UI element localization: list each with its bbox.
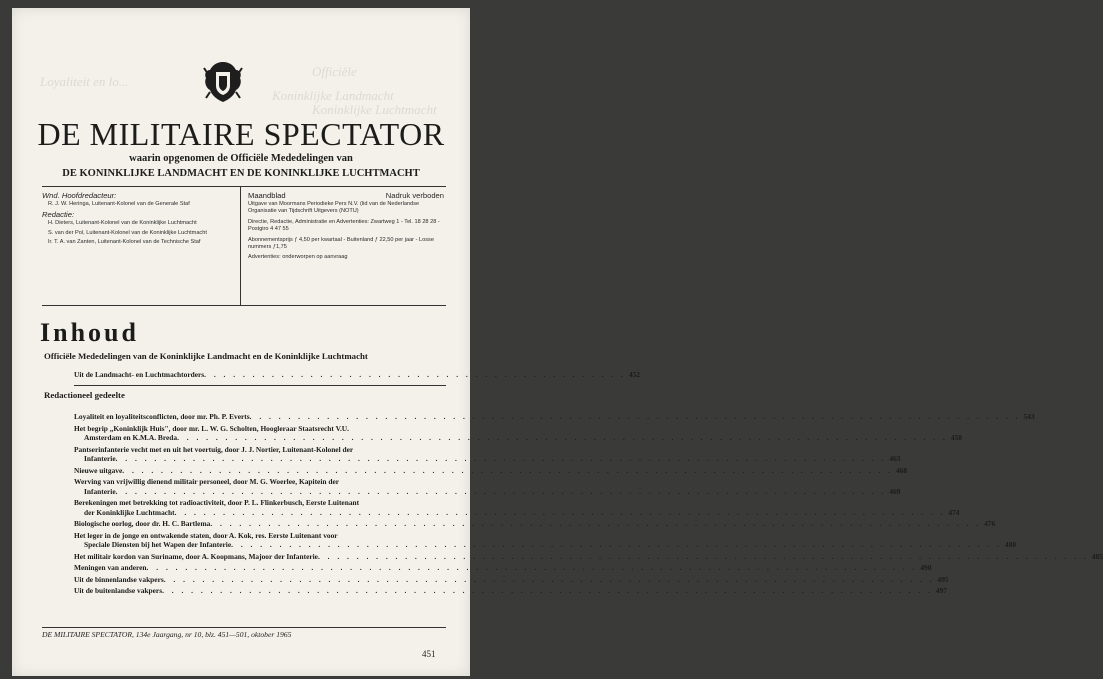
leader-dots: . . . . . . . . . . . . . . . . . . . . . . . . . . . . . . . . . . . . . . . . . . . . . . . . . . . . . . . . . . . . . . . . . . . . . . . . . . . . . . . .: [115, 454, 887, 463]
leader-dots: . . . . . . . . . . . . . . . . . . . . . . . . . . . . . . . . . . . . . . . . . . . . . . . . . . . . . . . . . . . . . . . . . . . . . . . . . . . . . . . .: [115, 486, 887, 496]
issue-citation: DE MILITAIRE SPECTATOR, 134e Jaargang, nr 10, blz. 451—501, oktober 1965: [42, 630, 292, 639]
toc-entry-title-continued: Speciale Diensten bij het Wapen der Infanterie: [84, 540, 232, 549]
toc-entry-title: Het militair kordon van Suriname, door A. Koopmans, Majoor der Infanterie: [74, 551, 318, 561]
toc-entry-title: Loyaliteit en loyaliteitsconflicten, door mr. Ph. P. Everts: [74, 412, 250, 421]
toc-entry-page: 476: [984, 519, 996, 528]
toc-entry-title: Nieuwe uitgave: [74, 465, 123, 475]
toc-entry-title-continued: der Koninklijke Luchtmacht: [84, 507, 175, 517]
colophon-divider: [240, 187, 241, 305]
colophon-publisher: [248, 191, 444, 265]
editorial-board-heading: Redactie:: [42, 210, 75, 220]
toc-entry-page: 497: [935, 586, 947, 595]
toc-entry-page: 463: [889, 454, 901, 463]
toc-entry[interactable]: [74, 530, 1017, 550]
publisher-info: Uitgave van Moormans Periodieke Pers N.V. (lid van de Nederlandse Organisatie van Tijdschrift Uitgevers (NOTU): [248, 201, 420, 215]
toc-entry-title: Uit de binnenlandse vakpers: [74, 574, 164, 584]
toc-entry[interactable]: [74, 370, 640, 380]
coat-of-arms-icon: [202, 58, 244, 104]
advertising-info: Advertenties: onderworpen op aanvraag: [248, 254, 348, 261]
leader-dots: . . . . . . . . . . . . . . . . . . . . . . . . . . . . . . . . . . . . . . . . . . . . . . . . . . . . . . . . . . . . . . . . . . . . . . . . . . . . . . . .: [231, 540, 1002, 549]
toc-section-official: [74, 370, 640, 380]
bleed-through-text-2: Koninklijke Landmacht: [272, 88, 394, 103]
toc-entry[interactable]: [74, 412, 1035, 422]
masthead-subtitle: waarin opgenomen de Officiële Mededelingen van: [129, 153, 353, 164]
frequency-label: Maandblad: [248, 191, 286, 200]
magazine-page: [12, 8, 1103, 676]
toc-entry-page: 485: [1091, 551, 1103, 561]
section-heading-official: Officiële Mededelingen van de Koninklijke Landmacht en de Koninklijke Luchtmacht: [44, 351, 368, 361]
bleed-through-text-3: Officiële: [312, 64, 357, 79]
toc-entry[interactable]: [74, 551, 1103, 562]
toc-entry-page: 468: [896, 465, 908, 475]
toc-entry-title: Meningen van anderen: [74, 563, 147, 572]
toc-entry-page: 495: [937, 574, 949, 584]
leader-dots: . . . . . . . . . . . . . . . . . . . . . . . . . . . . . . . . . . . . . . . . . . . . . . . . . . . . . . . . . . . . . . . . . . . . . . . . . . . . . . . .: [146, 563, 918, 572]
leader-dots: . . . . . . . . . . . . . . . . . . . . . . . . . . . . . . . . . . . . . . . . . . . . . . . . . . . . . . . . . . . . . . . . . . . . . . . . . . . . . . . .: [174, 507, 946, 517]
leader-dots: . . . . . . . . . . . . . . . . . . . . . . . . . . . . . . . . . . . . . . . . . . . . . . . . . . . . . . . . . . . . . . . . . . . . . . . . . . . . . . . .: [162, 586, 933, 595]
leader-dots: . . . . . . . . . . . . . . . . . . . . . . . . . . . . . . . . . . . . . . . . . . . . . . . . . . . . . . . . . . . . . . . . . . . . . . . . . . . . . . . .: [122, 465, 894, 475]
toc-entry-page: 452: [628, 370, 640, 379]
toc-entry[interactable]: [74, 574, 949, 585]
footer-rule: [42, 627, 446, 628]
board-member: Ir. T. A. van Zanten, Luitenant-Kolonel van de Technische Staf: [48, 239, 201, 246]
toc-entry[interactable]: [74, 563, 932, 573]
toc-entry-page: 543: [1023, 412, 1035, 421]
toc-entry-title: Biologische oorlog, door dr. H. C. Bartlema: [74, 519, 211, 528]
address-info: Directie, Redactie, Administratie en Advertenties: Zwartweg 1 - Tel. 18 28 28 - Postgiro 4 47 55: [248, 218, 440, 233]
colophon-editorial: [42, 191, 234, 249]
toc-entry[interactable]: [74, 586, 947, 596]
toc-entry-title: Uit de Landmacht- en Luchtmachtorders: [74, 370, 205, 379]
toc-entry-title: Uit de buitenlandse vakpers: [74, 586, 163, 595]
leader-dots: . . . . . . . . . . . . . . . . . . . . . . . . . . . . . . . . . . . . . . . . . . . . . . . . . . . . . . . . . . . . . . . . . . . . . . . . . . . . . . . .: [177, 433, 948, 442]
toc-section-editorial: [74, 412, 1103, 598]
toc-entry-title: Pantserinfanterie vecht met en uit het voertuig, door J. J. Nortier, Luitenant-Kolonel der: [74, 444, 354, 454]
bleed-through-text-1: Loyaliteit en lo...: [40, 74, 129, 89]
editor-in-chief-heading: Wnd. Hoofdredacteur:: [42, 191, 117, 200]
leader-dots: . . . . . . . . . . . . . . . . . . . . . . . . . . . . . . . . . . . . . . . . . . . . . . . . . . . . . . . . . . . . . . . . . . . . . . . . . . . . . . . .: [317, 551, 1089, 561]
toc-entry-title-continued: Infanterie: [84, 486, 116, 496]
toc-entry-title: Het begrip „Koninklijk Huis", door mr. L. W. G. Scholten, Hoogleraar Staatsrecht V.U.: [74, 423, 349, 433]
toc-entry-page: 474: [948, 507, 960, 517]
leader-dots: . . . . . . . . . . . . . . . . . . . . . . . . . . . . . . . . . . . . . . . . . . . .: [204, 370, 626, 379]
copyright-notice: Nadruk verboden: [385, 191, 444, 200]
toc-entry[interactable]: [74, 423, 962, 443]
editor-in-chief: R. J. W. Heringa, Luitenant-Kolonel van de Generale Staf: [48, 201, 190, 207]
magazine-title: DE MILITAIRE SPECTATOR: [37, 116, 445, 152]
toc-entry[interactable]: [74, 498, 960, 517]
section-rule: [74, 385, 446, 386]
bleed-through-text-4: Koninklijke Luchtmacht: [312, 102, 437, 117]
toc-entry[interactable]: [74, 444, 901, 464]
subscription-info: Abonnementsprijs ƒ 4,50 per kwartaal - Buitenland ƒ 22,50 per jaar - Losse nummers ƒ1,75: [248, 236, 434, 251]
toc-entry-page: 469: [889, 486, 901, 496]
toc-entry-title: Berekeningen met betrekking tot radioactiviteit, door P. L. Flinkerbusch, Eerste Luitenant: [74, 498, 360, 507]
leader-dots: . . . . . . . . . . . . . . . . . . . . . . . . . . . . . . . . . . . . . . . . . . . . . . . . . . . . . . . . . . . . . . . . . . . . . . . . . . . . . . . .: [249, 412, 1021, 421]
board-member: H. Dieters, Luitenant-Kolonel van de Koninklijke Luchtmacht: [48, 220, 197, 227]
toc-entry[interactable]: [74, 477, 901, 496]
toc-entry-page: 480: [1004, 540, 1017, 549]
toc-entry[interactable]: [74, 519, 996, 529]
toc-entry-title: Het leger in de jonge en ontwakende staten, door A. Kok, res. Eerste Luitenant voor: [74, 530, 338, 540]
toc-entry-title-continued: Amsterdam en K.M.A. Breda: [84, 433, 178, 442]
page-number: 451: [422, 649, 436, 659]
leader-dots: . . . . . . . . . . . . . . . . . . . . . . . . . . . . . . . . . . . . . . . . . . . . . . . . . . . . . . . . . . . . . . . . . . . . . . . . . . . . . . . .: [210, 519, 982, 528]
toc-entry-page: 490: [920, 563, 932, 572]
board-member: S. van der Pol, Luitenant-Kolonel van de Koninklijke Luchtmacht: [48, 229, 207, 236]
toc-entry-page: 458: [950, 433, 962, 442]
contents-heading: Inhoud: [40, 318, 139, 347]
colophon-box: [42, 186, 446, 306]
masthead-subtitle-institutions: DE KONINKLIJKE LANDMACHT EN DE KONINKLIJKE LUCHTMACHT: [62, 168, 420, 179]
leader-dots: . . . . . . . . . . . . . . . . . . . . . . . . . . . . . . . . . . . . . . . . . . . . . . . . . . . . . . . . . . . . . . . . . . . . . . . . . . . . . . . .: [163, 574, 935, 584]
section-heading-editorial: Redactioneel gedeelte: [44, 390, 125, 400]
toc-entry[interactable]: [74, 465, 908, 476]
toc-entry-title-continued: Infanterie: [84, 454, 116, 463]
toc-entry-title: Werving van vrijwillig dienend militair personeel, door M. G. Woerlee, Kapitein der: [74, 477, 340, 486]
